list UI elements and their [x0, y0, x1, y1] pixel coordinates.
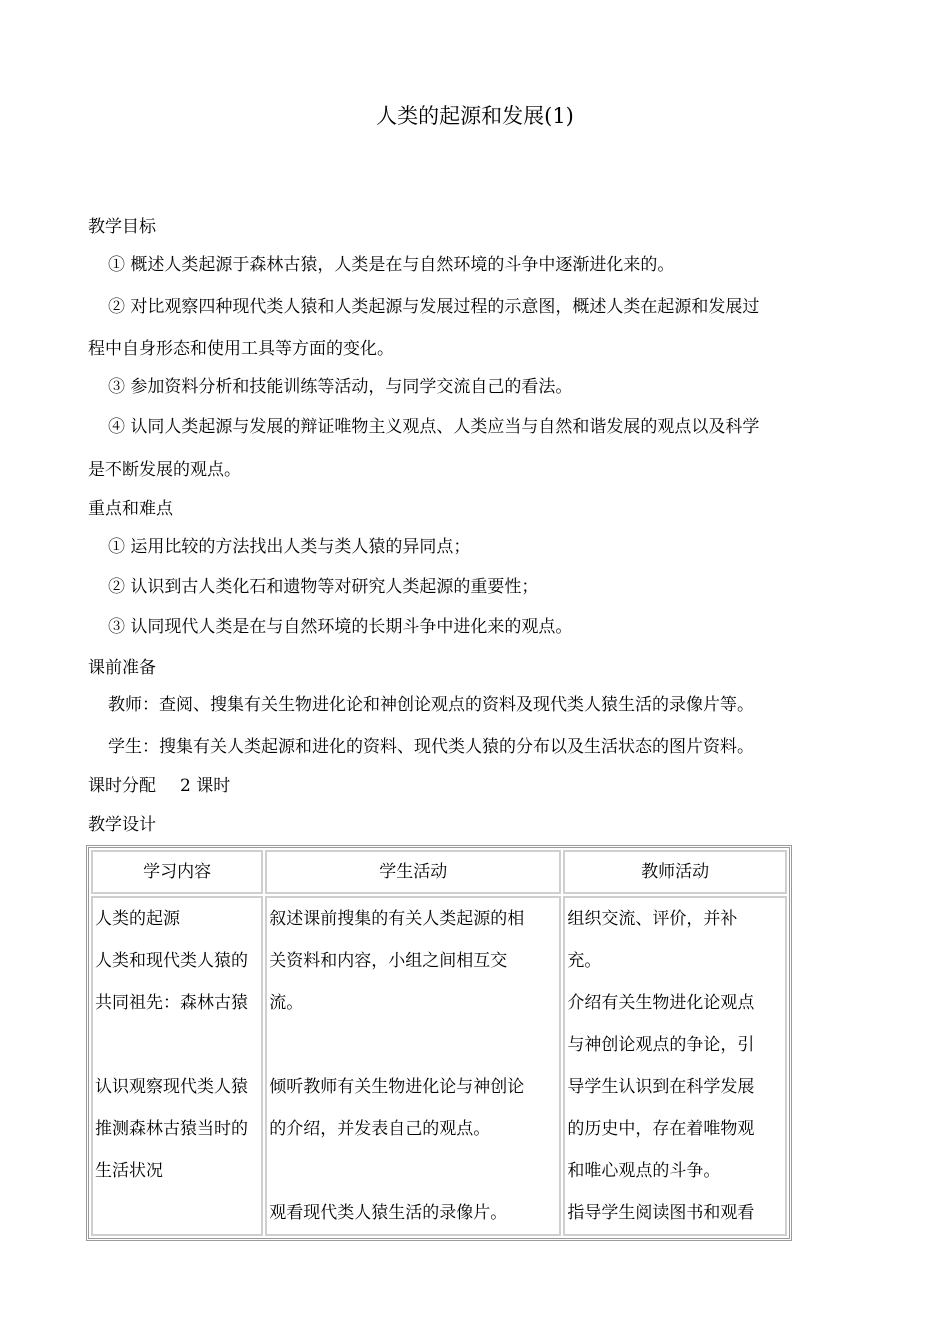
teacher-activity-line: 指导学生阅读图书和观看	[567, 1203, 755, 1223]
objective-item-1: ① 概述人类起源于森林古猿，人类是在与自然环境的斗争中逐渐进化来的。	[108, 255, 675, 275]
schedule-row	[88, 771, 858, 796]
objective-item-2-cont: 程中自身形态和使用工具等方面的变化。	[88, 339, 394, 359]
page-title: 人类的起源和发展(1)	[376, 104, 574, 128]
header-content: 学习内容	[91, 850, 263, 894]
student-activity-cell	[265, 896, 561, 1236]
objectives-heading: 教学目标	[88, 217, 156, 237]
content-line: 推测森林古猿当时的	[95, 1119, 248, 1139]
objective-item-3: ③ 参加资料分析和技能训练等活动，与同学交流自己的看法。	[108, 377, 573, 397]
key-point-item-3: ③ 认同现代人类是在与自然环境的长期斗争中进化来的观点。	[108, 617, 573, 637]
teacher-activity-line: 与神创论观点的争论，引	[567, 1035, 755, 1055]
teaching-design-table	[86, 845, 792, 1241]
header-teacher-activity: 教师活动	[563, 850, 787, 894]
content-line: 认识观察现代类人猿	[95, 1077, 248, 1097]
student-activity-line: 观看现代类人猿生活的录像片。	[269, 1203, 508, 1223]
preparation-student: 学生：搜集有关人类起源和进化的资料、现代类人猿的分布以及生活状态的图片资料。	[108, 737, 754, 757]
content-line: 共同祖先：森林古猿	[95, 993, 248, 1013]
objective-item-4: ④ 认同人类起源与发展的辩证唯物主义观点、人类应当与自然和谐发展的观点以及科学	[108, 417, 760, 437]
table-header-row	[91, 850, 787, 894]
content-line: 人类的起源	[95, 909, 180, 929]
content-spacer	[95, 1024, 259, 1066]
teacher-activity-line: 充。	[567, 951, 602, 971]
design-heading: 教学设计	[88, 815, 156, 835]
teacher-activity-line: 导学生认识到在科学发展	[567, 1077, 755, 1097]
teacher-activity-line: 的历史中，存在着唯物观	[567, 1119, 755, 1139]
student-activity-spacer	[269, 1024, 557, 1066]
student-activity-line: 叙述课前搜集的有关人类起源的相	[269, 909, 525, 929]
key-point-item-1: ① 运用比较的方法找出人类与类人猿的异同点；	[108, 537, 471, 557]
student-activity-spacer	[269, 1150, 557, 1192]
teacher-activity-cell	[563, 896, 787, 1236]
content-line: 生活状况	[95, 1161, 163, 1181]
key-points-heading: 重点和难点	[88, 499, 173, 519]
key-point-item-2: ② 认识到古人类化石和遗物等对研究人类起源的重要性；	[108, 577, 539, 597]
student-activity-line: 关资料和内容，小组之间相互交	[269, 951, 508, 971]
teacher-activity-line: 组织交流、评价，并补	[567, 909, 738, 929]
header-student-activity: 学生活动	[265, 850, 561, 894]
schedule-value: 2 课时	[180, 776, 231, 796]
schedule-label: 课时分配	[88, 776, 156, 796]
content-cell	[91, 896, 263, 1236]
student-activity-line: 倾听教师有关生物进化论与神创论	[269, 1077, 525, 1097]
student-activity-line: 流。	[269, 993, 304, 1013]
content-line: 人类和现代类人猿的	[95, 951, 248, 971]
table-row	[91, 896, 787, 1236]
preparation-heading: 课前准备	[88, 658, 156, 678]
objective-item-2: ② 对比观察四种现代类人猿和人类起源与发展过程的示意图，概述人类在起源和发展过	[108, 297, 760, 317]
student-activity-line: 的介绍，并发表自己的观点。	[269, 1119, 491, 1139]
preparation-teacher: 教师：查阅、搜集有关生物进化论和神创论观点的资料及现代类人猿生活的录像片等。	[108, 695, 754, 715]
teacher-activity-line: 和唯心观点的斗争。	[567, 1161, 721, 1181]
objective-item-4-cont: 是不断发展的观点。	[88, 460, 241, 480]
teacher-activity-line: 介绍有关生物进化论观点	[567, 993, 755, 1013]
